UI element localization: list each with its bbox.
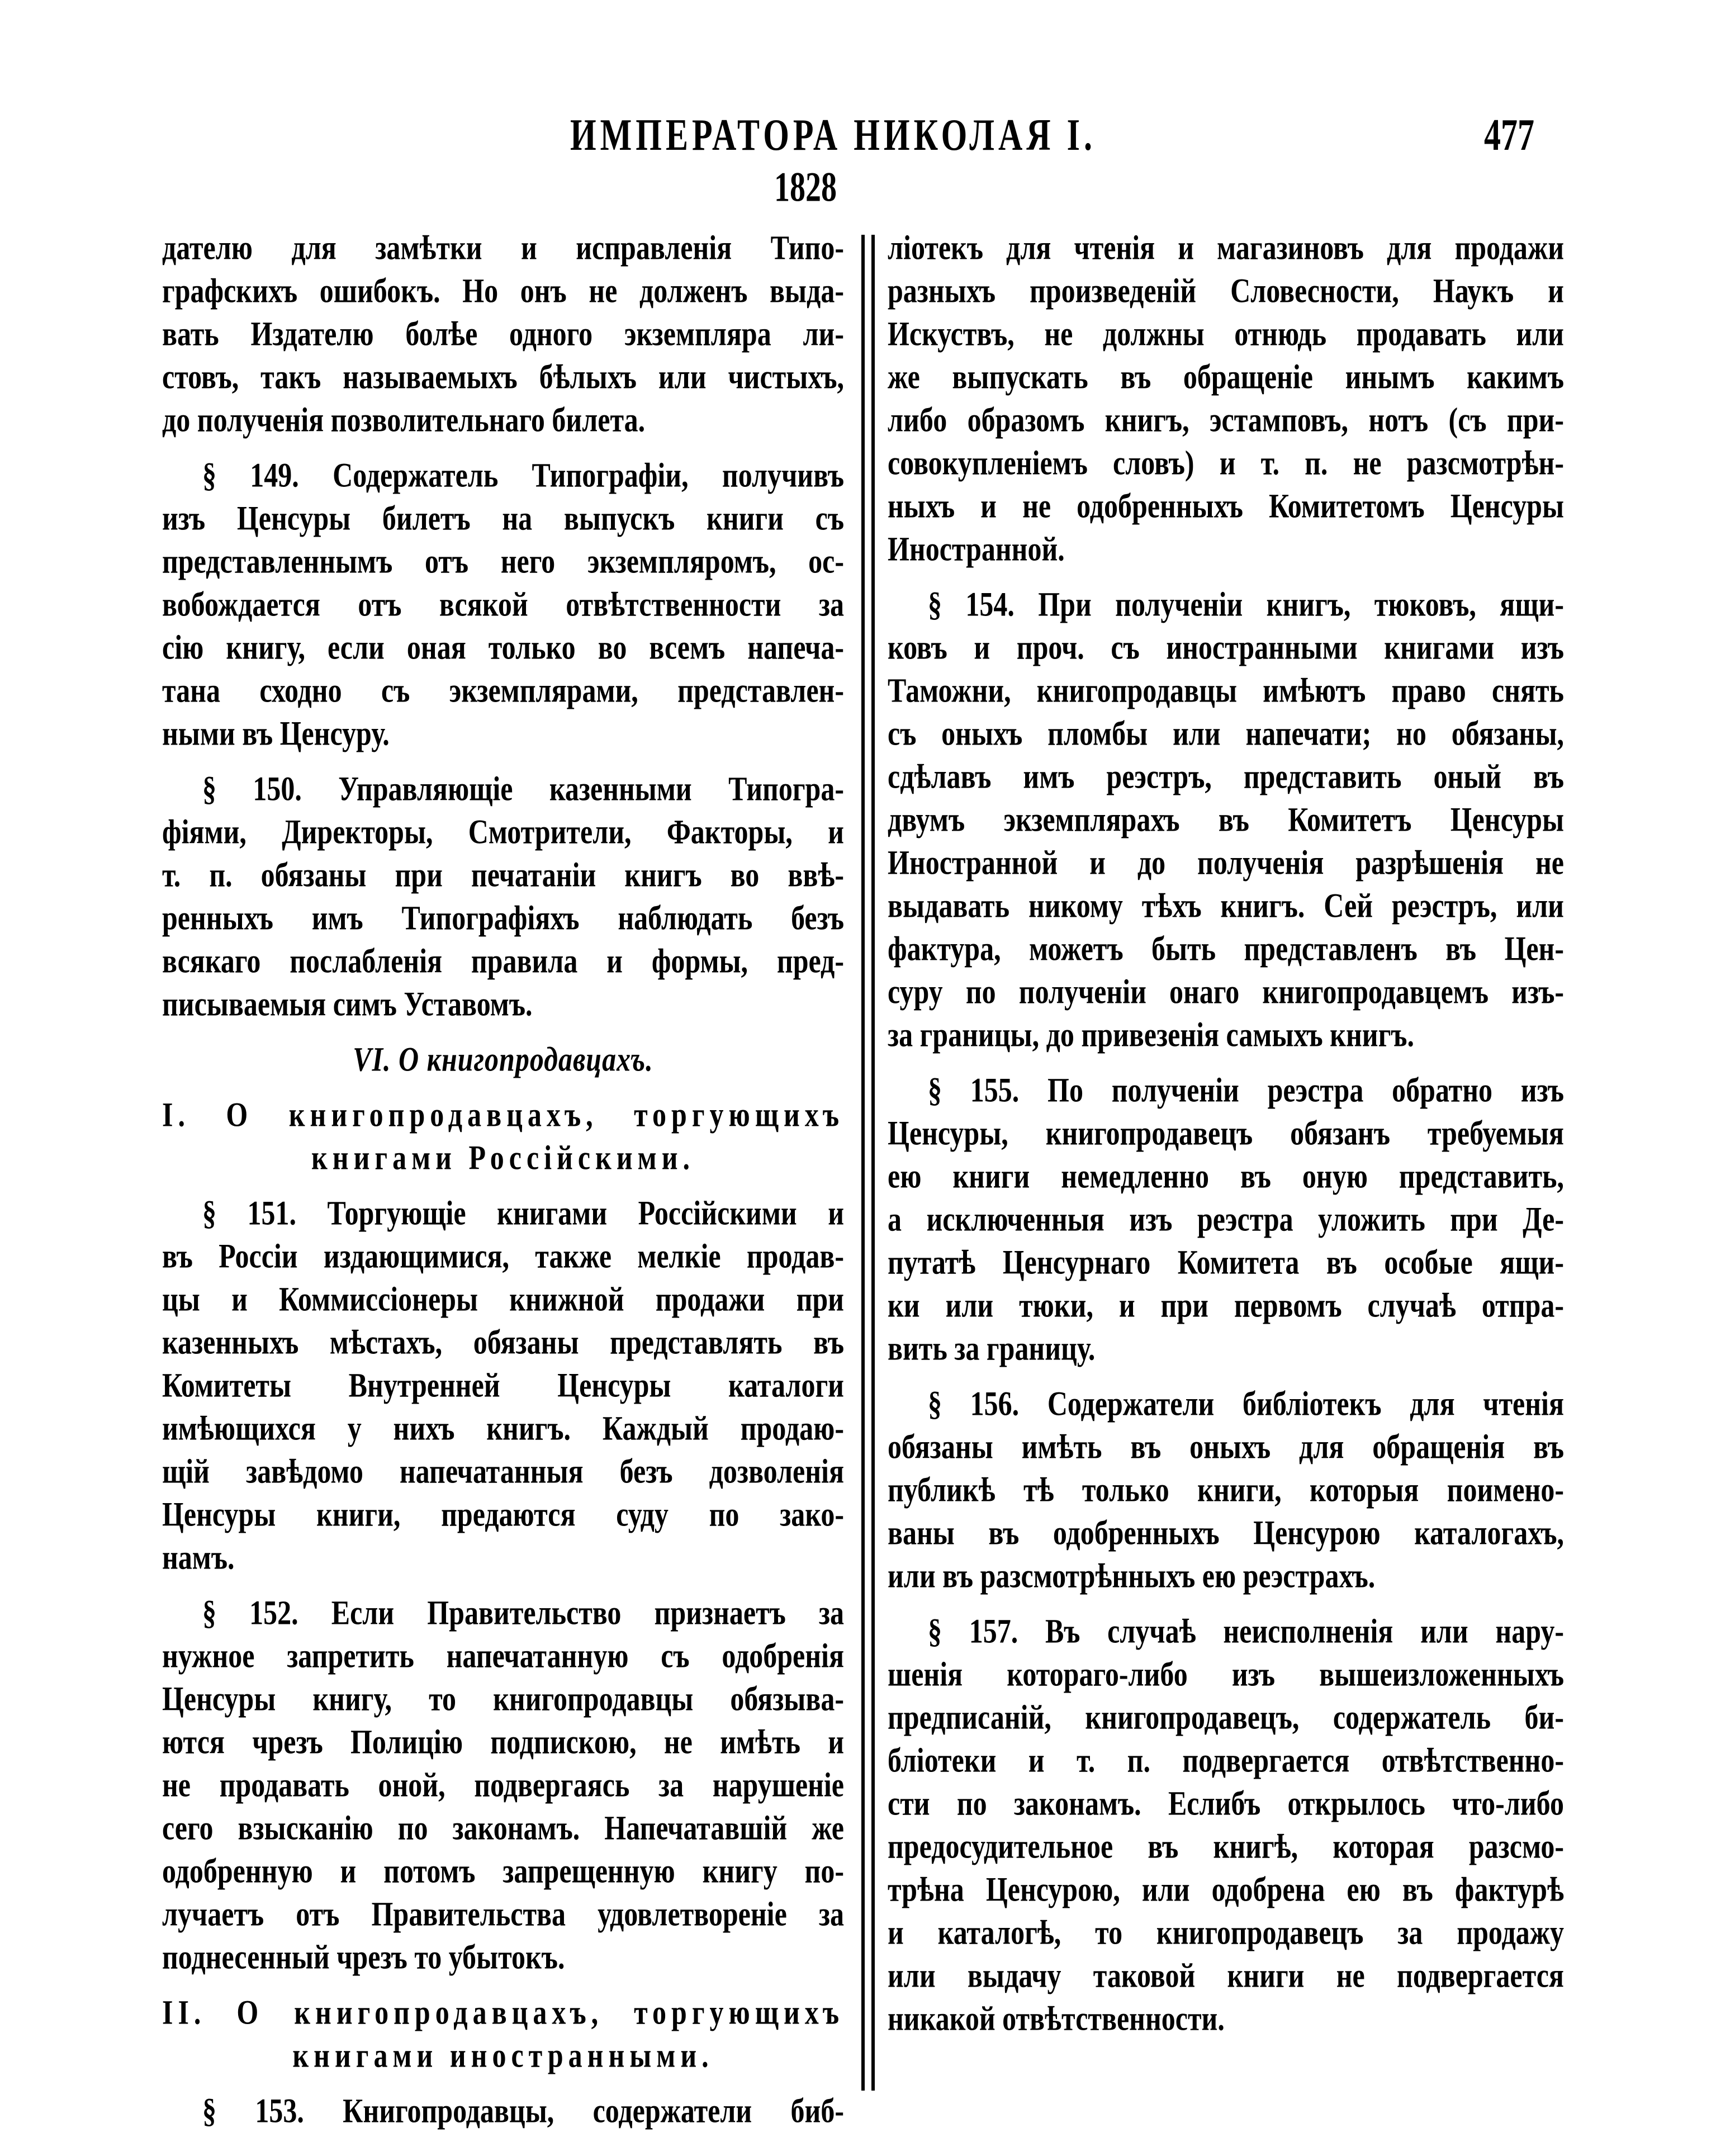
column-divider-rule [861, 235, 875, 2091]
text-line: Искуствъ, не должны отнюдь продавать или [888, 314, 1564, 353]
text-line: писываемыя симъ Уставомъ. [162, 984, 533, 1023]
text-line: съ оныхъ пломбы или напечати; но обязаны, [888, 714, 1564, 753]
text-line: двумъ экземплярахъ въ Комитетъ Ценсуры [888, 800, 1564, 839]
text-line: же выпускать въ обращеніе инымъ какимъ [888, 357, 1564, 396]
subsection-heading: книгами Россійскими. [311, 1138, 695, 1177]
paragraph-start-line: § 150. Управляющіе казенными Типогра- [202, 769, 844, 808]
text-line: шенія котораго-либо изъ вышеизложенныхъ [888, 1655, 1564, 1694]
text-line: изъ Ценсуры билетъ на выпускъ книги съ [162, 499, 844, 538]
year-heading: 1828 [774, 164, 837, 211]
paragraph-start-line: § 153. Книгопродавцы, содержатели биб- [202, 2091, 844, 2130]
text-line: предосудительное въ книгѣ, которая разсмо- [888, 1827, 1564, 1866]
text-line: сти по законамъ. Еслибъ открылось что-либо [888, 1784, 1564, 1823]
text-line: представленнымъ отъ него экземпляромъ, ос- [162, 542, 844, 581]
text-line: вобождается отъ всякой отвѣтственности за [162, 585, 844, 624]
text-line: ковъ и проч. съ иностранными книгами изъ [888, 628, 1564, 667]
text-line: ными въ Ценсуру. [162, 714, 390, 753]
paragraph-start-line: § 152. Если Правительство признаетъ за [202, 1593, 844, 1632]
text-line: вить за границу. [888, 1329, 1096, 1368]
paragraph-start-line: § 156. Содержатели библіотекъ для чтенія [928, 1384, 1564, 1423]
text-line: фактура, можетъ быть представленъ въ Цен- [888, 929, 1564, 968]
text-line: ліотекъ для чтенія и магазиновъ для продажи [888, 228, 1564, 267]
paragraph-start-line: § 149. Содержатель Типографіи, получивъ [202, 456, 844, 495]
text-line: до полученія позволительнаго билета. [162, 400, 646, 439]
page-number: 477 [1484, 110, 1534, 160]
paragraph-start-line: § 155. По полученіи реэстра обратно изъ [928, 1070, 1564, 1110]
text-line: или выдачу таковой книги не подвергается [888, 1956, 1564, 1995]
text-line: Иностранной. [888, 529, 1065, 568]
text-line: цы и Коммиссіонеры книжной продажи при [162, 1280, 844, 1319]
text-line: ки или тюки, и при первомъ случаѣ отпра- [888, 1286, 1564, 1325]
text-line: казенныхъ мѣстахъ, обязаны представлять въ [162, 1323, 844, 1362]
text-line: или въ разсмотрѣнныхъ ею реэстрахъ. [888, 1556, 1376, 1595]
subsection-heading: I. О книгопродавцахъ, торгующихъ [162, 1095, 844, 1134]
text-line: стовъ, такъ называемыхъ бѣлыхъ или чистыхъ, [162, 357, 844, 396]
text-line: ваны въ одобренныхъ Ценсурою каталогахъ, [888, 1513, 1564, 1552]
text-line: разныхъ произведеній Словесности, Наукъ и [888, 271, 1564, 310]
left-text-column [162, 226, 844, 2133]
text-line: нужное запретить напечатанную съ одобренія [162, 1636, 844, 1675]
text-line: публикѣ тѣ только книги, которыя поимено- [888, 1470, 1564, 1509]
text-line: намъ. [162, 1538, 235, 1577]
section-heading: VI. О книгопродавцахъ. [353, 1040, 653, 1079]
text-line: суру по полученіи онаго книгопродавцемъ изъ- [888, 972, 1564, 1011]
text-line: сію книгу, если оная только во всемъ напеча- [162, 628, 844, 667]
paragraph-start-line: § 151. Торгующіе книгами Россійскими и [202, 1193, 844, 1233]
text-line: ются чрезъ Полицію подпискою, не имѣть и [162, 1722, 844, 1761]
text-line: сдѣлавъ имъ реэстръ, представить оный въ [888, 757, 1564, 796]
running-head [0, 109, 1735, 170]
text-line: не продавать оной, подвергаясь за нарушеніе [162, 1765, 844, 1804]
text-line: ею книги немедленно въ оную представить, [888, 1157, 1564, 1196]
text-line: всякаго послабленія правила и формы, пред- [162, 941, 844, 980]
text-line: вать Издателю болѣе одного экземпляра ли- [162, 314, 844, 353]
text-line: и каталогѣ, то книгопродавецъ за продажу [888, 1913, 1564, 1952]
text-line: въ Россіи издающимися, также мелкіе продав- [162, 1236, 844, 1276]
text-line: графскихъ ошибокъ. Но онъ не долженъ выда- [162, 271, 844, 310]
text-line: а исключенныя изъ реэстра уложить при Де- [888, 1200, 1564, 1239]
text-line: тана сходно съ экземплярами, представлен- [162, 671, 844, 710]
text-line: бліотеки и т. п. подвергается отвѣтственно- [888, 1741, 1564, 1780]
text-line: выдавать никому тѣхъ книгъ. Сей реэстръ, или [888, 886, 1564, 925]
text-line: т. п. обязаны при печатаніи книгъ во ввѣ- [162, 855, 844, 894]
text-line: обязаны имѣть въ оныхъ для обращенія въ [888, 1427, 1564, 1466]
text-line: дателю для замѣтки и исправленія Типо- [162, 228, 844, 267]
text-line: ныхъ и не одобренныхъ Комитетомъ Ценсуры [888, 486, 1564, 525]
paragraph-start-line: § 157. Въ случаѣ неисполненія или нару- [928, 1612, 1564, 1651]
text-line: совокупленіемъ словъ) и т. п. не разсмотрѣн- [888, 443, 1564, 482]
text-line: Ценсуры книгу, то книгопродавцы обязыва- [162, 1679, 844, 1718]
text-line: Комитеты Внутренней Ценсуры каталоги [162, 1366, 844, 1405]
text-line: Иностранной и до полученія разрѣшенія не [888, 843, 1564, 882]
text-line: Таможни, книгопродавцы имѣютъ право снять [888, 671, 1564, 710]
text-line: Ценсуры книги, предаются суду по зако- [162, 1495, 844, 1534]
text-line: одобренную и потомъ запрещенную книгу по- [162, 1851, 844, 1890]
text-line: за границы, до привезенія самыхъ книгъ. [888, 1015, 1414, 1054]
text-line: либо образомъ книгъ, эстамповъ, нотъ (съ при- [888, 400, 1564, 439]
text-line: Ценсуры, книгопродавецъ обязанъ требуемыя [888, 1113, 1564, 1153]
running-title: ИМПЕРАТОРА НИКОЛАЯ I. [570, 110, 1096, 160]
text-line: фіями, Директоры, Смотрители, Факторы, и [162, 812, 844, 851]
text-line: предписаній, книгопродавецъ, содержатель би- [888, 1698, 1564, 1737]
text-line: поднесенный чрезъ то убытокъ. [162, 1937, 565, 1977]
text-line: никакой отвѣтственности. [888, 1999, 1225, 2038]
text-line: щій завѣдомо напечатанныя безъ дозволенія [162, 1452, 844, 1491]
text-line: лучаетъ отъ Правительства удовлетвореніе за [162, 1894, 844, 1934]
subsection-heading: II. О книгопродавцахъ, торгующихъ [162, 1993, 844, 2032]
text-line: имѣющихся у нихъ книгъ. Каждый продаю- [162, 1409, 844, 1448]
subsection-heading: книгами иностранными. [292, 2036, 714, 2075]
text-line: ренныхъ имъ Типографіяхъ наблюдать безъ [162, 898, 844, 937]
text-line: путатѣ Ценсурнаго Комитета въ особые ящи- [888, 1243, 1564, 1282]
paragraph-start-line: § 154. При полученіи книгъ, тюковъ, ящи- [928, 585, 1564, 624]
right-text-column [888, 226, 1564, 2040]
text-line: сего взысканію по законамъ. Напечатавшій же [162, 1808, 844, 1847]
text-line: трѣна Ценсурою, или одобрена ею въ фактурѣ [888, 1870, 1564, 1909]
